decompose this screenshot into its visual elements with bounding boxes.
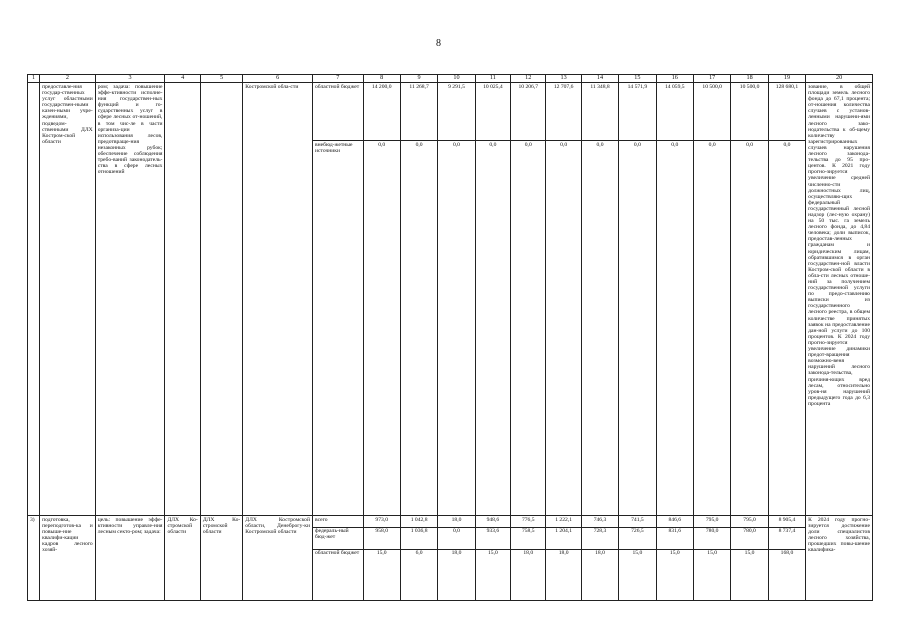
- amount-value: 168,0: [780, 550, 794, 556]
- participant-cell: ДЛХ Костромской области, Денеброгу-ки Костромской области: [243, 516, 313, 601]
- amount-value: 18,0: [595, 550, 605, 556]
- column-number: 13: [546, 75, 581, 83]
- funding-source: всего: [313, 517, 363, 528]
- column-number: 4: [165, 75, 200, 83]
- amount-value: 6,0: [415, 550, 423, 556]
- amount-cell: [656, 83, 693, 516]
- amount-value: 758,5: [511, 528, 545, 550]
- amount-cell: [438, 516, 475, 601]
- column-number: 17: [693, 75, 730, 83]
- amount-value: 973,0: [364, 517, 400, 528]
- amount-value: 948,6: [476, 517, 510, 528]
- amount-value: 11 268,7: [409, 84, 429, 90]
- responsible-cell: [165, 83, 200, 516]
- amount-value: 0,0: [657, 140, 693, 148]
- amount-value: 14 200,0: [371, 84, 392, 90]
- amount-value: 18,0: [438, 517, 474, 528]
- amount-value: 10 025,4: [483, 84, 503, 90]
- expected-results-cell: зование, в общей площади земель лесного фонда до 67,1 процента; от-ношения количества случаев с установ-ленными нарушени-ями лесного зако-нодательства к об-щему количеству зарегистрированных случаев нарушения лесного законода-тельства до 95 про-центов. К 2021 году прогно-зируется увеличение средней численно-сти должностных лиц, осуществляю-щих федеральный государственный лесной надзор (лес-ную охрану) на 50 тыс. га земель лесного фонда, до 4,84 человека; доли выписок, предостав-ленных гражданам и юридическим лицам, обратившимся в орган государствен-ной власти Костром-ской области в обла-сти лесных отноше-ний за получением государственной услуги по предо-ставлению выписки из государственного лесного реестра, в общем количестве принятых заявок на предоставление дан-ной услуги до 100 процентов. К 2024 году прогно-зируется увеличение динамики предот-вращения возможно-веня нарушений лесного законода-тельства, причиня-ющих вред лесам, относительно уров-ня нарушений предыдущего года до 6,3 процента: [806, 83, 873, 516]
- amount-value: 746,3: [582, 517, 618, 528]
- amount-value: 795,0: [731, 517, 767, 528]
- column-number: 1: [28, 75, 40, 83]
- amount-value: 0,0: [438, 140, 474, 148]
- amount-value: 11 348,8: [590, 84, 610, 90]
- table-row: [28, 516, 873, 601]
- amount-value: 0,0: [769, 140, 805, 148]
- column-number: 18: [731, 75, 768, 83]
- amount-cell: [363, 83, 400, 516]
- funding-source: областной бюджет: [314, 550, 360, 556]
- amount-value: 728,3: [582, 528, 618, 550]
- expected-results-cell: К 2024 году прогно-зируется достижение доли специалистов лесного хозяйства, прошедших повы-шение квалифика-: [806, 516, 873, 601]
- amount-value: 741,5: [619, 517, 655, 528]
- amount-cell: [511, 83, 546, 516]
- amount-value: 726,5: [619, 528, 655, 550]
- amount-cell: [581, 83, 618, 516]
- amount-value: 12 707,6: [553, 84, 574, 90]
- amount-value: 0,0: [438, 528, 474, 550]
- amount-value: 0,0: [476, 140, 510, 148]
- page-number: 8: [436, 38, 441, 49]
- amount-cell: [400, 83, 437, 516]
- column-number: 9: [400, 75, 437, 83]
- amount-cell: [731, 516, 768, 601]
- amount-value: 0,0: [619, 140, 655, 148]
- row-index-cell: [28, 83, 40, 516]
- amount-cell: [546, 83, 581, 516]
- amount-value: 0,0: [731, 140, 767, 148]
- amount-cell: [693, 83, 730, 516]
- amount-cell: [768, 83, 805, 516]
- amount-value: 846,6: [657, 517, 693, 528]
- amount-value: 15,0: [744, 550, 755, 556]
- amount-cell: [511, 516, 546, 601]
- amount-value: 0,0: [364, 140, 400, 148]
- column-number: 6: [243, 75, 313, 83]
- amount-cell: [693, 516, 730, 601]
- table-row: [28, 83, 873, 516]
- responsible-cell: ДЛХ Ко-стромской области: [165, 516, 200, 601]
- amount-cell: [400, 516, 437, 601]
- column-number: 19: [768, 75, 805, 83]
- amount-value: 1 042,8: [401, 517, 437, 528]
- amount-cell: [619, 516, 656, 601]
- amount-value: 14 059,5: [665, 84, 685, 90]
- amount-value: 128 680,1: [775, 84, 799, 90]
- amount-cell: [475, 83, 510, 516]
- amount-cell: [619, 83, 656, 516]
- column-number: 20: [806, 75, 873, 83]
- amount-value: 0,0: [582, 140, 618, 148]
- amount-cell: [731, 83, 768, 516]
- column-number: 2: [40, 75, 96, 83]
- amount-value: 10 206,7: [518, 84, 539, 90]
- amount-value: 0,0: [401, 140, 437, 148]
- amount-value: 8 737,4: [769, 528, 805, 550]
- amount-value: 18,0: [523, 550, 534, 556]
- amount-cell: [768, 516, 805, 601]
- amount-value: 958,0: [364, 528, 400, 550]
- amount-value: 15,0: [376, 550, 387, 556]
- amount-cell: [546, 516, 581, 601]
- amount-value: 831,6: [657, 528, 693, 550]
- funding-source-cell: [312, 83, 363, 516]
- funding-source: областной бюджет: [314, 84, 360, 90]
- column-number-row: [28, 75, 873, 83]
- measure-name-cell: предоставле-ния государ-ственных услуг областными государствен-ными казен-ными учре-ждениями, подведом-ственными ДЛХ Костром-ской области: [40, 83, 96, 516]
- goal-task-cell: ром; задача: повышение эффе-ктивности исполне-ния государствен-ных функций и го-сударственных услуг в сфере лесных от-ношений, в том чис-ле в части организа-ции использования лесов, предотвраще-ния незаконных рубок; обеспечение соблюдения требо-ваний законодатель-ства в сфере лесных отношений: [95, 83, 165, 516]
- column-number: 3: [95, 75, 165, 83]
- amount-value: 10 500,0: [739, 84, 760, 90]
- amount-value: 9 291,5: [448, 84, 465, 90]
- amount-value: 1 204,1: [546, 528, 580, 550]
- amount-value: 18,0: [558, 550, 569, 556]
- column-number: 12: [511, 75, 546, 83]
- column-number: 11: [475, 75, 510, 83]
- amount-value: 0,0: [511, 140, 545, 148]
- amount-value: 780,0: [731, 528, 767, 550]
- measure-name-cell: подготовка, переподготов-ка и повыше-ние квалифи-кации кадров лесного хозяй-: [40, 516, 96, 601]
- executor-cell: ДЛХ Ко-стромской области: [200, 516, 242, 601]
- funding-source-cell: [312, 516, 363, 601]
- column-number: 5: [200, 75, 242, 83]
- amount-value: 15,0: [707, 550, 718, 556]
- amount-cell: [656, 516, 693, 601]
- column-number: 16: [656, 75, 693, 83]
- amount-value: 15,0: [487, 550, 498, 556]
- amount-value: 1 222,1: [546, 517, 580, 528]
- amount-value: 15,0: [632, 550, 643, 556]
- budget-table: [27, 74, 873, 601]
- amount-cell: [475, 516, 510, 601]
- amount-value: 0,0: [694, 140, 730, 148]
- amount-value: 1 036,8: [401, 528, 437, 550]
- amount-cell: [438, 83, 475, 516]
- amount-cell: [581, 516, 618, 601]
- column-number: 15: [619, 75, 656, 83]
- amount-value: 933,6: [476, 528, 510, 550]
- amount-value: 15,0: [669, 550, 680, 556]
- amount-value: 8 905,4: [769, 517, 805, 528]
- executor-cell: [200, 83, 242, 516]
- column-number: 14: [581, 75, 618, 83]
- column-number: 8: [363, 75, 400, 83]
- funding-source: федераль-ный бюд-жет: [313, 528, 363, 550]
- amount-value: 776,5: [511, 517, 545, 528]
- column-number: 7: [312, 75, 363, 83]
- row-index-cell: 3): [28, 516, 40, 601]
- amount-value: 18,0: [451, 550, 462, 556]
- funding-source: внебюд-жетные источники: [313, 140, 363, 155]
- participant-cell: Костромской обла-сти: [243, 83, 313, 516]
- amount-value: 0,0: [546, 140, 580, 148]
- amount-cell: [363, 516, 400, 601]
- amount-value: 10 500,0: [702, 84, 722, 90]
- amount-value: 780,0: [694, 528, 730, 550]
- amount-value: 14 571,9: [627, 84, 648, 90]
- goal-task-cell: цель: повышение эффе-ктивности управле-ния лесным секто-ром; задача:: [95, 516, 165, 601]
- column-number: 10: [438, 75, 475, 83]
- amount-value: 795,0: [694, 517, 730, 528]
